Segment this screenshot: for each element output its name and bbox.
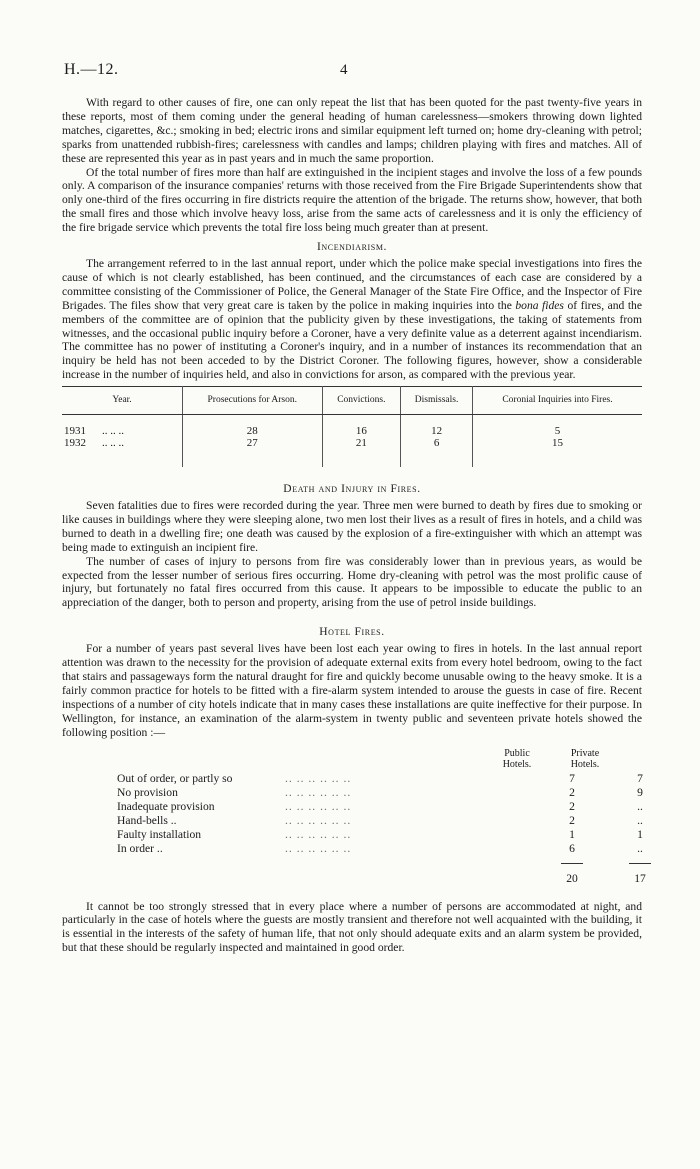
leader-dots: .. .. .. .. .. .. [285,771,352,785]
leader-dots: .. .. .. [102,425,124,438]
cell-public: 2 [569,799,575,813]
total-rule-public [561,863,583,864]
col-public-hotels: Public Hotels. [502,747,532,770]
cell-dismissals: 6 [401,437,473,467]
leader-dots: .. .. .. .. .. .. [285,841,352,855]
cell-convictions: 21 [322,437,401,467]
table-row [117,785,643,799]
total-rule-private [629,863,651,864]
total-public: 20 [566,871,578,885]
col-convictions: Convictions. [322,387,401,415]
cell-public: 7 [569,771,575,785]
col-dismissals: Dismissals. [401,387,473,415]
col-inquiries: Coronial Inquiries into Fires. [472,387,642,415]
total-private: 17 [634,871,646,885]
cell-private: .. [637,813,643,827]
alarm-system-table [62,747,646,958]
col-year: Year. [62,387,183,415]
table-row [117,827,643,841]
incendiarism-text-a: The arrangement referred to in the last annual report, under which the police make special investigations into fires the cause of which is not clearly established, has been continued, and the circumstances of each case are considered by a committee consisting of the Commissioner of Police, the General Manager of the State Fire Office, and the Inspector of Fire Brigades. The files show that very great care is taken by the police in making inquiries into the [62,256,642,312]
cell-prosecutions: 27 [183,437,323,467]
incendiarism-italic: bona fides [515,298,564,312]
leader-dots: .. .. .. [102,437,124,450]
row-label: Inadequate provision [117,799,215,813]
table-row [117,771,643,785]
cell-dismissals: 12 [401,415,473,438]
arson-statistics-table [62,386,642,467]
document-reference: H.—12. [64,61,119,78]
paragraph-injuries: The number of cases of injury to persons from fire was considerably lower than in previous years, as would be expected from the lesser number of serious fires occurring. Home dry-cleaning with petrol was the most prolific cause of injury, but fortunately no fatal fires occurred from this cause. It appears to be impossible to educate the public to an appreciation of the danger, both to person and property, arising from the use of petrol inside buildings. [62,554,642,610]
table-row [62,437,642,467]
cell-private: 1 [637,827,643,841]
cell-public: 2 [569,813,575,827]
cell-private: .. [637,799,643,813]
row-label: Hand-bells .. [117,813,177,827]
row-year: 1931 [64,425,86,438]
row-label: No provision [117,785,178,799]
paragraph-hotel-fires: For a number of years past several lives have been lost each year owing to fires in hotels. In the last annual report attention was drawn to the necessity for the provision of adequate external exits from every hotel bedroom, owing to the fact that stairs and passageways form the natural draught for fire and quickly become unusable owing to the heavy smoke. It is a fairly common practice for hotels to be fitted with a fire-alarm system intended to arouse the guests in case of fire. Recent inspections of a number of city hotels indicate that in many cases these installations are quite ineffective for their purpose. In Wellington, for instance, an examination of the alarm-system in twenty public and seventeen private hotels showed the following position :— [62,642,642,739]
cell-prosecutions: 28 [183,415,323,438]
paragraph-incipient: Of the total number of fires more than half are extinguished in the incipient stages and involve the loss of a few pounds only. A comparison of the insurance companies' returns with those received from the Fire Brigade Superintendents show that only one-third of the fires occurring in fire districts require the attention of the brigade. The returns show, however, that both the small fires and those which involve heavy loss, arise from the same acts of carelessness and it is only the efficiency of the fire brigade service which prevents the total fire loss being much greater than at present. [62,165,642,235]
incendiarism-text-b: of fires, and the members of the committee are of opinion that the publicity given by these investigations, the taking of statements from witnesses, and the occasional public inquiry before a Coroner, have a very definite value as a deterrent against incendiarism. The committee has no power of instituting a Coroner's inquiry, and in a number of instances its recommendation that an inquiry be held has not been acceded to by the District Coroner. The following figures, however, show a considerable increase in the number of inquiries held, and also in convictions for arson, as compared with the previous year. [62,298,643,382]
leader-dots: .. .. .. .. .. .. [285,827,352,841]
paragraph-incendiarism [62,257,642,382]
cell-public: 1 [569,827,575,841]
cell-public: 6 [569,841,575,855]
cell-public: 2 [569,785,575,799]
leader-dots: .. .. .. .. .. .. [285,813,352,827]
cell-convictions: 16 [322,415,401,438]
heading-hotel-fires: Hotel Fires. [319,626,385,639]
leader-dots: .. .. .. .. .. .. [285,785,352,799]
cell-private: 9 [637,785,643,799]
cell-private: 7 [637,771,643,785]
paragraph-causes: With regard to other causes of fire, one can only repeat the list that has been quoted for the past twenty-five years in these reports, most of them coming under the general heading of human carelessness—smokers throwing down lighted matches, cigarettes, &c.; smoking in bed; electric irons and similar equipment left turned on; home dry-cleaning with petrol; sparks from unattended rubbish-fires; carelessness with candles and lamps; children playing with fires and matches. All of these are represented this year as in past years and in much the same proportion. [62,96,642,165]
row-label: In order .. [117,841,163,855]
paragraph-fatalities: Seven fatalities due to fires were recorded during the year. Three men were burned to death by fires due to smoking or like causes in buildings where they were sleeping alone, two men lost their lives as a result of fires in hotels, and a child was burned to death in a dwelling fire; one death was caused by the explosion of a fire-extinguisher with which an attempt was being made to extinguish an incipient fire. [62,499,642,554]
leader-dots: .. .. .. .. .. .. [285,799,352,813]
row-label: Faulty installation [117,827,202,841]
table-row [117,813,643,827]
document-body [62,96,646,955]
col-private-hotels: Private Hotels. [570,747,600,770]
heading-incendiarism: Incendiarism. [316,241,388,254]
cell-inquiries: 5 [554,425,561,438]
page-number: 4 [340,62,348,78]
table-row [117,799,643,813]
table-row [117,841,643,855]
cell-private: .. [637,841,643,855]
heading-death-injury: Death and Injury in Fires. [283,483,421,496]
col-prosecutions: Prosecutions for Arson. [183,387,323,415]
cell-inquiries: 15 [551,437,563,450]
table-row [62,415,642,438]
paragraph-closing: It cannot be too strongly stressed that in every place where a number of persons are accommodated at night, and particularly in the case of hotels where the guests are mostly transient and therefore not well acquainted with the building, it is essential in the interests of the safety of human life, that not only should adequate exits and an alarm system be provided, but that these should be regularly inspected and maintained in good order. [62,899,642,955]
row-year: 1932 [64,437,86,450]
row-label: Out of order, or partly so [117,771,233,785]
